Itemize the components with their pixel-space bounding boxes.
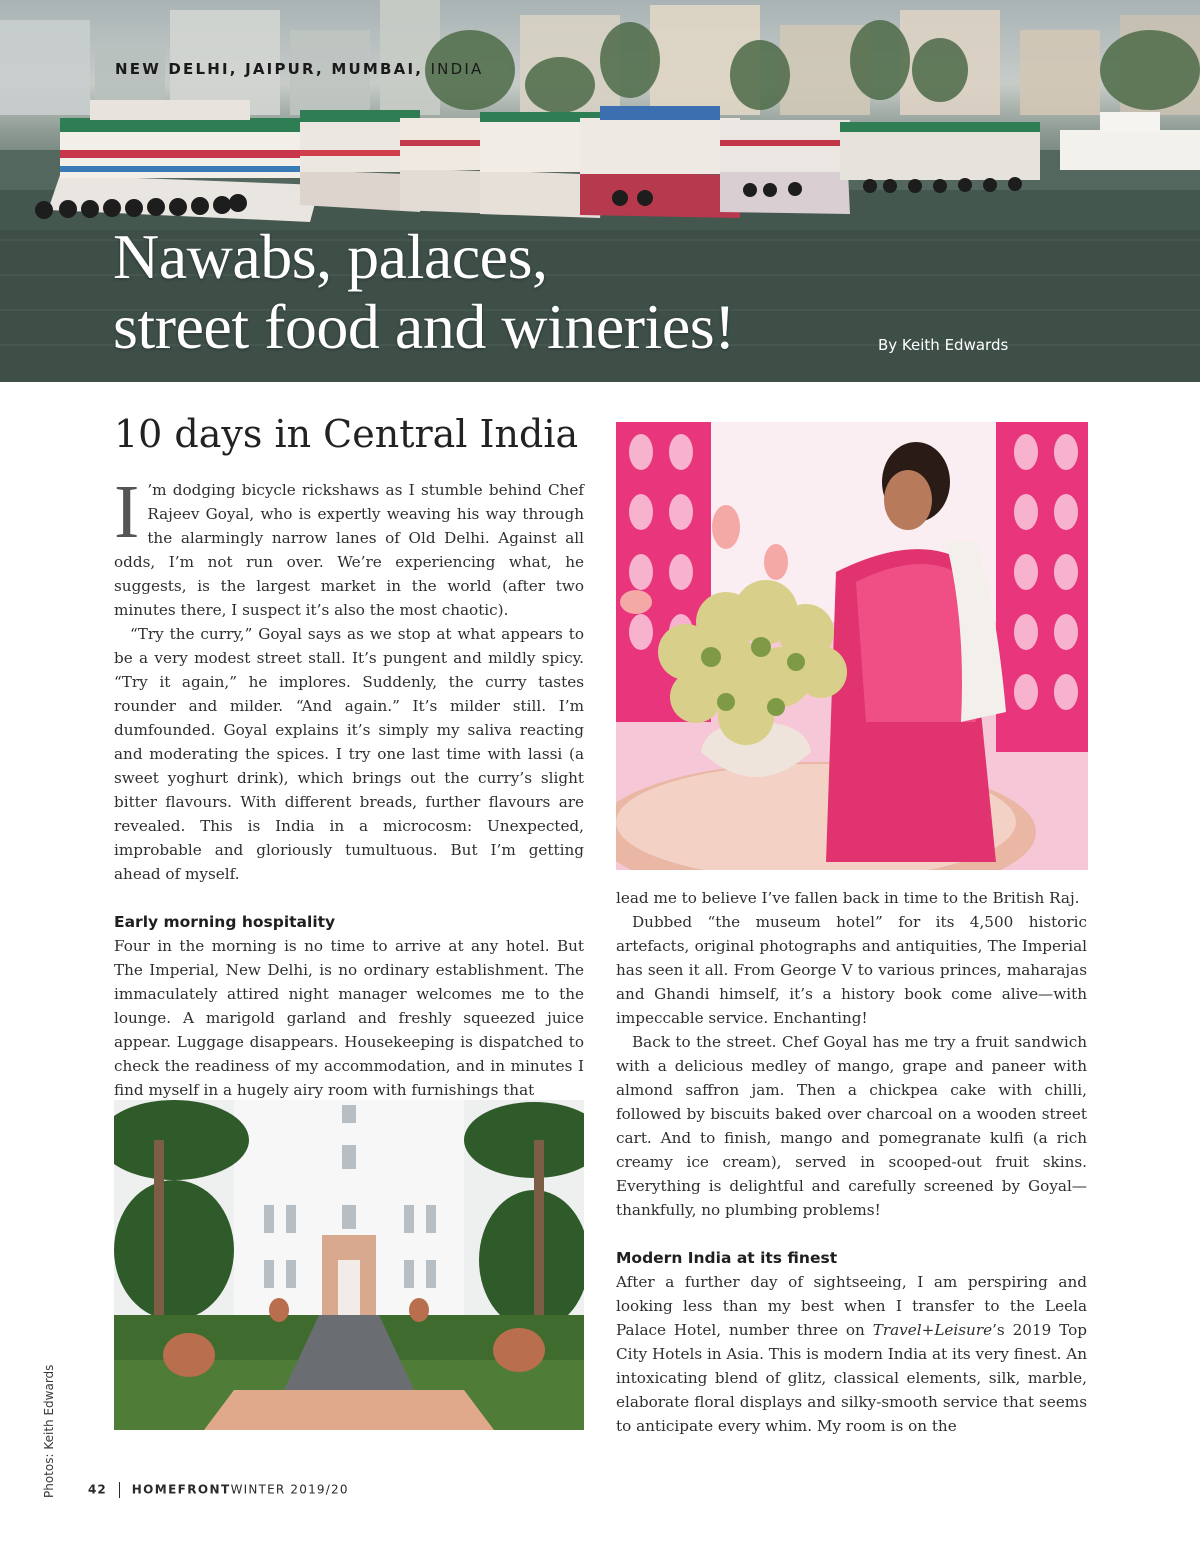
- paragraph-3: Four in the morning is no time to arrive at any hotel. But The Imperial, New Delhi, is no ordinary establishment. The immaculately attired night manager welcomes me to the lounge. A marigold garland and freshly squeezed juice appear. Luggage disappears. Housekeeping is dispatched to check the readiness of my accommodation, and in minutes I find myself in a hugely airy room with furnishings that: [114, 937, 584, 1099]
- flower-arranging-photo: [616, 422, 1088, 870]
- paragraph-6: Back to the street. Chef Goyal has me try a fruit sandwich with a delicious medley of mango, grape and paneer with almond saffron jam. Then a chickpea cake with chilli, followed by biscuits baked over charcoal on a wooden street cart. And to finish, mango and pomegranate kulfi (a rich creamy ice cream), served in scooped-out fruit skins. Everything is delightful and carefully screened by Goyal—thankfully, no plumbing problems!: [616, 1033, 1087, 1219]
- location-country: INDIA: [430, 60, 484, 78]
- headline: [113, 222, 735, 362]
- headline-line-2: street food and wineries!: [113, 291, 735, 362]
- column-2-bottom: [616, 886, 1087, 1438]
- issue-date: WINTER 2019/20: [230, 1482, 349, 1497]
- location-cities: NEW DELHI, JAIPUR, MUMBAI: [115, 60, 416, 78]
- footer-divider: [119, 1482, 120, 1498]
- section-heading-early-morning: Early morning hospitality: [114, 913, 336, 931]
- article-subhead: 10 days in Central India: [114, 412, 579, 456]
- byline: By Keith Edwards: [878, 336, 1009, 354]
- paragraph-7-start: After a further day of sightseeing, I am perspiring and looking less than my best when I transfer to the Leela Palace Hotel, number three on: [616, 1273, 1087, 1339]
- paragraph-1-text: ’m dodging bicycle rickshaws as I stumble behind Chef Rajeev Goyal, who is expertly weaving his way through the alarmingly narrow lanes of Old Delhi. Against all odds, I’m not run over. We’re experiencing what, he suggests, is the largest market in the world (after two minutes there, I suspect it’s also the most chaotic).: [114, 481, 584, 619]
- headline-line-1: Nawabs, palaces,: [113, 221, 548, 292]
- paragraph-2: “Try the curry,” Goyal says as we stop at what appears to be a very modest street stall. It’s pungent and mildly spicy. “Try it again,” he implores. Suddenly, the curry tastes rounder and milder. “And again.” It’s milder still. I’m dumfounded. Goyal explains it’s simply my saliva reacting and moderating the spices. I try one last time with lassi (a sweet yoghurt drink), which brings out the curry’s slight bitter flavours. With different breads, further flavours are revealed. This is India in a microcosm: Unexpected, improbable and gloriously tumultuous. But I’m getting ahead of myself.: [114, 625, 584, 883]
- hero-banner: [0, 0, 1200, 382]
- publication-name: Travel+Leisure: [872, 1321, 993, 1339]
- paragraph-7-end: ’s 2019 Top City Hotels in Asia. This is modern India at its very finest. An intoxicating blend of glitz, classical elements, silk, marble, elaborate floral displays and silky-smooth service that seems to anticipate every whim. My room is on the: [616, 1321, 1087, 1435]
- column-1-top: [114, 470, 584, 1102]
- photo-credit: [40, 1364, 60, 1498]
- magazine-name: HOMEFRONT: [131, 1482, 231, 1497]
- location-kicker: NEW DELHI, JAIPUR, MUMBAI, INDIA: [115, 60, 484, 78]
- page-footer: [88, 1482, 349, 1498]
- imperial-courtyard-photo: [114, 1100, 584, 1430]
- section-heading-modern-india: Modern India at its finest: [616, 1249, 838, 1267]
- page-number: 42: [88, 1482, 107, 1497]
- drop-cap: I: [114, 470, 140, 554]
- paragraph-1: [114, 470, 584, 622]
- paragraph-4: lead me to believe I’ve fallen back in time to the British Raj.: [616, 889, 1080, 907]
- photo-credit-text: Photos: Keith Edwards: [42, 1364, 56, 1498]
- paragraph-5: Dubbed “the museum hotel” for its 4,500 historic artefacts, original photographs and antiquities, The Imperial has seen it all. From George V to various princes, maharajas and Ghandi himself, it’s a history book come alive—with impeccable service. Enchanting!: [616, 913, 1087, 1027]
- paragraph-7: [616, 1270, 1087, 1438]
